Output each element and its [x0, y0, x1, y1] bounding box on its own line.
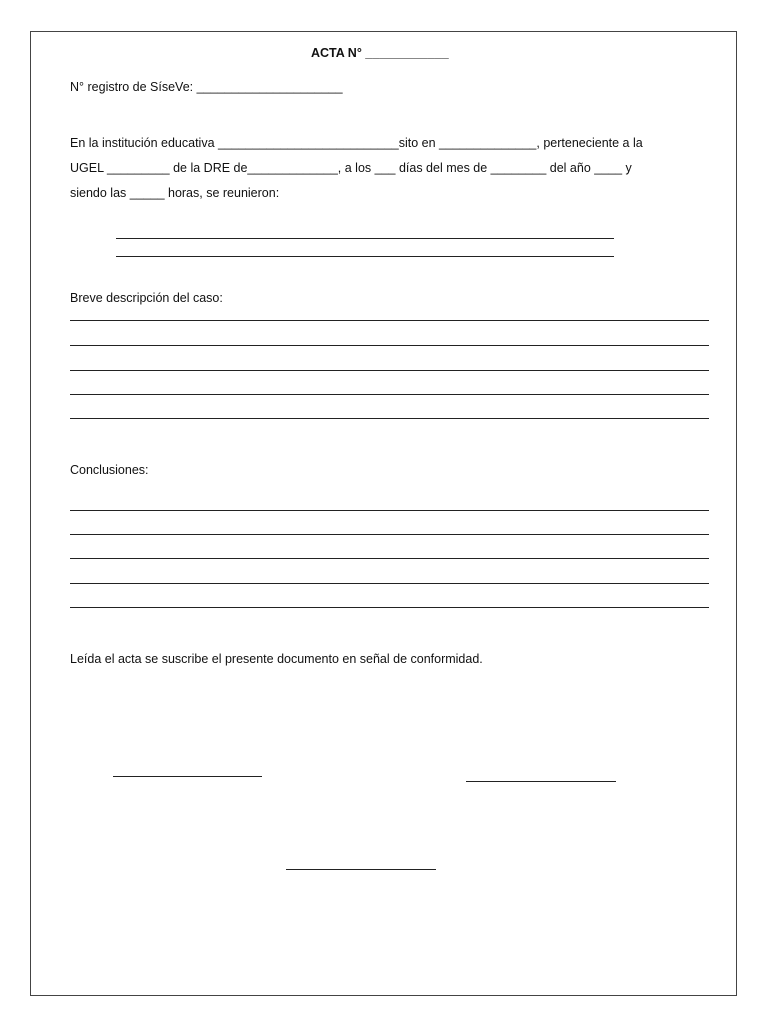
case-description-line: [70, 370, 709, 371]
intro-line-3: siendo las _____ horas, se reunieron:: [70, 186, 280, 200]
conclusions-line: [70, 558, 709, 559]
case-description-line: [70, 418, 709, 419]
intro-line-2: UGEL _________ de la DRE de_____________, a los ___ días del mes de ________ del año ____ y: [70, 161, 632, 175]
case-description-line: [70, 345, 709, 346]
document-title: ACTA N° ____________: [311, 46, 449, 60]
conclusions-line: [70, 607, 709, 608]
intro-line-1: En la institución educativa __________________________sito en ______________, perteneciente a la: [70, 136, 643, 150]
conclusions-line: [70, 583, 709, 584]
attendee-line: [116, 256, 614, 257]
signature-line-center: [286, 869, 436, 870]
conclusions-label: Conclusiones:: [70, 463, 149, 477]
signature-line-right: [466, 781, 616, 782]
case-description-label: Breve descripción del caso:: [70, 291, 223, 305]
conclusions-line: [70, 534, 709, 535]
case-description-line: [70, 394, 709, 395]
registro-field: N° registro de SíseVe: _____________________: [70, 80, 343, 94]
conclusions-line: [70, 510, 709, 511]
case-description-line: [70, 320, 709, 321]
closing-statement: Leída el acta se suscribe el presente documento en señal de conformidad.: [70, 652, 483, 666]
attendee-line: [116, 238, 614, 239]
signature-line-left: [113, 776, 262, 777]
